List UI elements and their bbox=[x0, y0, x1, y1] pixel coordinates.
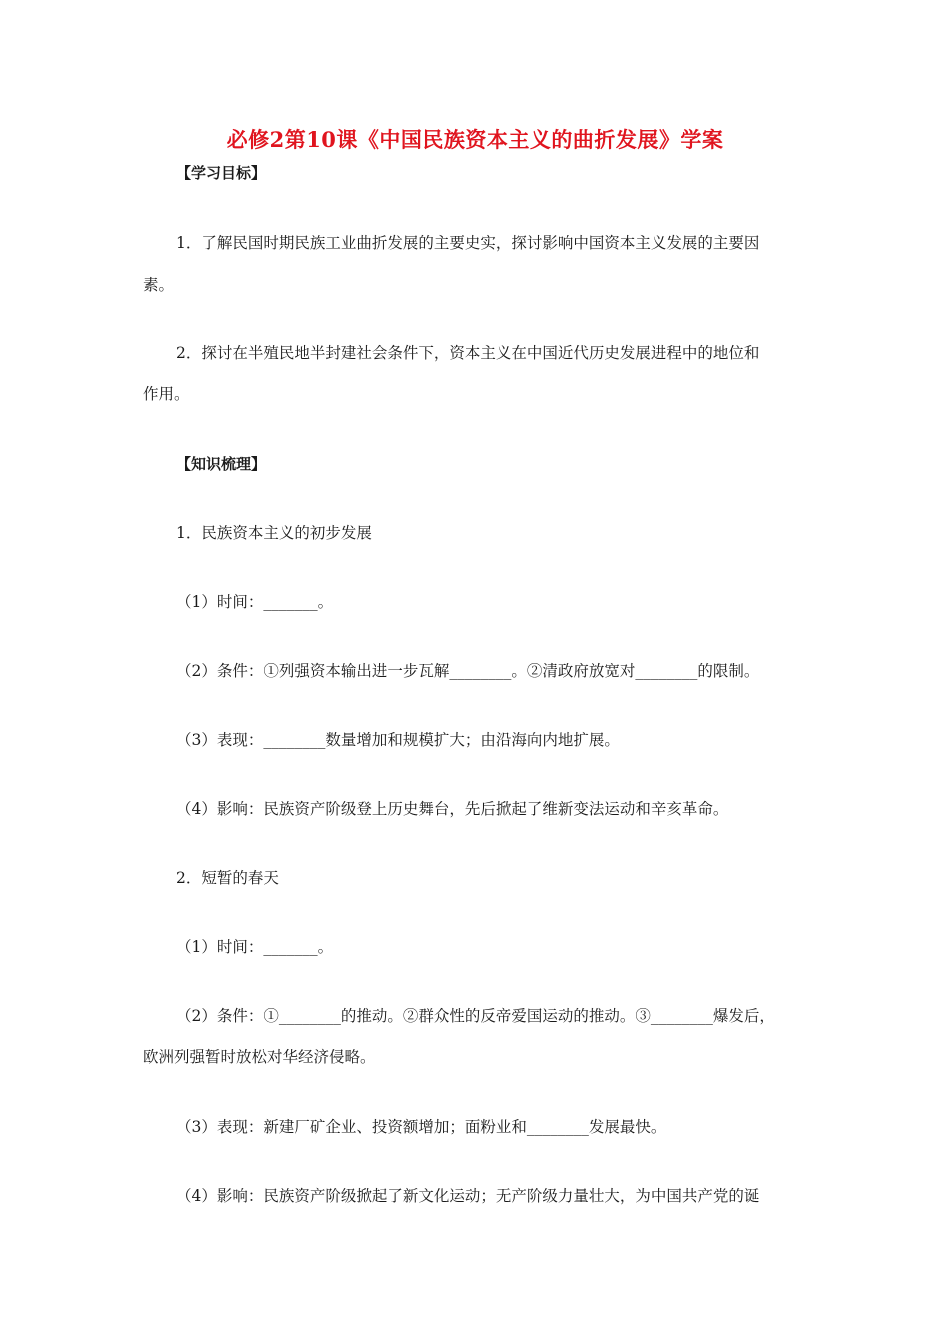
s1-item-1-suffix: 。 bbox=[317, 593, 334, 611]
s2-item-1-blank: _______ bbox=[263, 938, 318, 956]
section-2-title: 2．短暂的春天 bbox=[176, 869, 279, 887]
objective-1-line-2: 素。 bbox=[143, 276, 175, 294]
s2-item-3: （3）表现：新建厂矿企业、投资额增加；面粉业和________发展最快。 bbox=[176, 1118, 667, 1136]
s1-item-4: （4）影响：民族资产阶级登上历史舞台，先后掀起了维新变法运动和辛亥革命。 bbox=[176, 800, 729, 818]
s2-item-1-suffix: 。 bbox=[317, 938, 334, 956]
s1-item-1 bbox=[176, 592, 333, 612]
section-1-title: 1．民族资本主义的初步发展 bbox=[176, 524, 372, 542]
s2-item-1 bbox=[176, 937, 333, 957]
knowledge-heading: 【知识梳理】 bbox=[176, 455, 267, 473]
s2-item-2-line-1: （2）条件：①________的推动。②群众性的反帝爱国运动的推动。③________爆发后， bbox=[176, 1007, 775, 1025]
s2-item-4: （4）影响：民族资产阶级掀起了新文化运动；无产阶级力量壮大，为中国共产党的诞 bbox=[176, 1187, 760, 1205]
objective-2-line-2: 作用。 bbox=[143, 385, 190, 403]
page-title: 必修2第10课《中国民族资本主义的曲折发展》学案 bbox=[226, 127, 724, 152]
s2-item-2-line-2: 欧洲列强暂时放松对华经济侵略。 bbox=[143, 1048, 376, 1066]
s1-item-2: （2）条件：①列强资本输出进一步瓦解________。②清政府放宽对________的限制。 bbox=[176, 662, 760, 680]
s2-item-1-prefix: （1）时间： bbox=[176, 938, 264, 956]
objective-2-line-1: 2．探讨在半殖民地半封建社会条件下，资本主义在中国近代历史发展进程中的地位和 bbox=[176, 344, 760, 362]
s1-item-3: （3）表现：________数量增加和规模扩大；由沿海向内地扩展。 bbox=[176, 731, 620, 749]
s1-item-1-prefix: （1）时间： bbox=[176, 593, 264, 611]
objective-1-line-1: 1．了解民国时期民族工业曲折发展的主要史实，探讨影响中国资本主义发展的主要因 bbox=[176, 234, 760, 252]
objectives-heading: 【学习目标】 bbox=[176, 164, 267, 182]
s1-item-1-blank: _______ bbox=[263, 593, 318, 611]
